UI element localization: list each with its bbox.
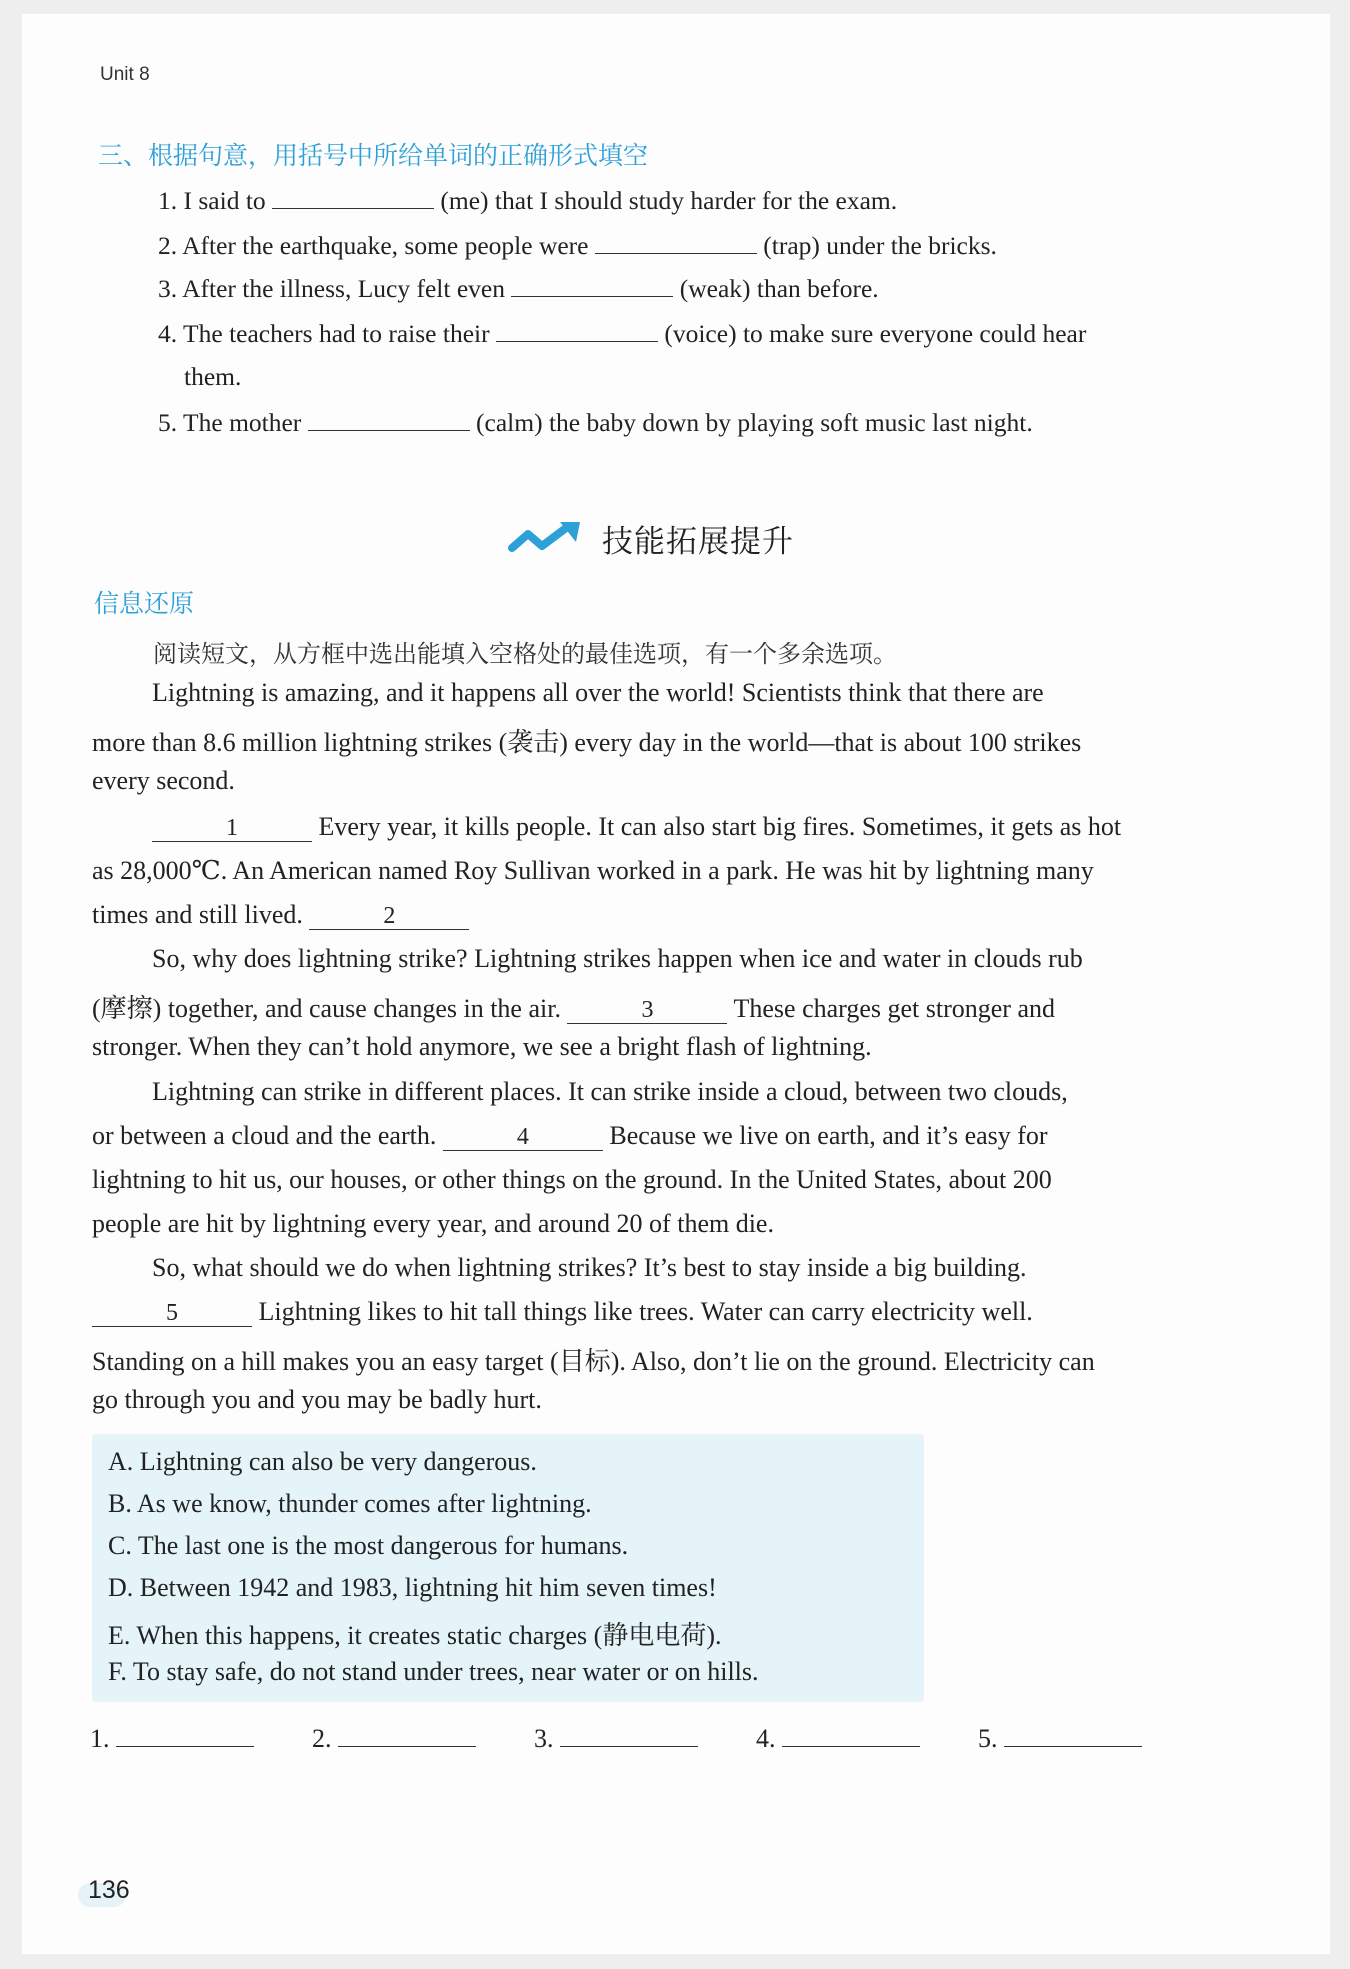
passage-line: as 28,000℃. An American named Roy Sullivan worked in a park. He was hit by lightning many <box>92 856 1094 885</box>
answer-slot-5 <box>978 1724 1142 1754</box>
answer-blank[interactable] <box>308 408 470 431</box>
page-number: 136 <box>88 1876 130 1904</box>
option-a: A. Lightning can also be very dangerous. <box>108 1447 537 1476</box>
answer-blank[interactable] <box>782 1724 920 1747</box>
instruction-text: 阅读短文，从方框中选出能填入空格处的最佳选项，有一个多余选项。 <box>153 640 897 668</box>
passage-text: These charges get stronger and <box>733 994 1055 1023</box>
passage-text: Because we live on earth, and it’s easy for <box>609 1121 1048 1150</box>
passage-line: stronger. When they can’t hold anymore, we see a bright flash of lightning. <box>92 1032 872 1061</box>
answer-blank[interactable] <box>1004 1724 1142 1747</box>
item-number: 3. <box>158 274 178 303</box>
passage-line: So, why does lightning strike? Lightning strikes happen when ice and water in clouds rub <box>152 944 1083 973</box>
passage-line: people are hit by lightning every year, and around 20 of them die. <box>92 1209 774 1238</box>
exercise-item-1 <box>158 186 897 216</box>
item-text: After the illness, Lucy felt even <box>182 274 505 303</box>
passage-line: So, what should we do when lightning strikes? It’s best to stay inside a big building. <box>152 1253 1027 1282</box>
item-text: The teachers had to raise their <box>183 319 490 348</box>
passage-line <box>152 812 1121 842</box>
section-title: 三、根据句意，用括号中所给单词的正确形式填空 <box>98 141 649 170</box>
skills-heading-text: 技能拓展提升 <box>602 524 794 560</box>
option-d: D. Between 1942 and 1983, lightning hit him seven times! <box>108 1573 717 1602</box>
passage-line: Lightning is amazing, and it happens all over the world! Scientists think that there are <box>152 678 1044 707</box>
option-e: E. When this happens, it creates static charges (静电电荷). <box>108 1621 722 1650</box>
exercise-item-5 <box>158 408 1033 438</box>
passage-line: Lightning can strike in different places. It can strike inside a cloud, between two clouds, <box>152 1077 1068 1106</box>
skills-heading <box>508 516 794 561</box>
answer-number: 5. <box>978 1724 998 1753</box>
passage-line: more than 8.6 million lightning strikes (袭击) every day in the world—that is about 100 strikes <box>92 728 1082 757</box>
item-hint: (voice) to make sure everyone could hear <box>664 319 1087 348</box>
item-text: I said to <box>183 186 266 215</box>
answer-blank[interactable] <box>511 274 673 297</box>
item-hint: (weak) than before. <box>679 274 879 303</box>
passage-blank-4[interactable]: 4 <box>443 1124 603 1151</box>
passage-blank-1[interactable]: 1 <box>152 815 312 842</box>
unit-label: Unit 8 <box>100 64 150 85</box>
answer-blank[interactable] <box>496 319 658 342</box>
passage-line <box>92 988 1055 1025</box>
answer-number: 1. <box>90 1724 110 1753</box>
item-hint: (calm) the baby down by playing soft music last night. <box>476 408 1033 437</box>
answer-blank[interactable] <box>560 1724 698 1747</box>
passage-text: times and still lived. <box>92 900 303 929</box>
answer-slot-3 <box>534 1724 698 1754</box>
item-text: After the earthquake, some people were <box>182 231 589 260</box>
passage-blank-3[interactable]: 3 <box>567 997 727 1024</box>
passage-line: Standing on a hill makes you an easy target (目标). Also, don’t lie on the ground. Electricity can <box>92 1347 1095 1376</box>
passage-line: lightning to hit us, our houses, or other things on the ground. In the United States, about 200 <box>92 1165 1052 1194</box>
passage-blank-2[interactable]: 2 <box>309 903 469 930</box>
exercise-item-2 <box>158 231 997 261</box>
option-c: C. The last one is the most dangerous for humans. <box>108 1531 629 1560</box>
answer-slot-2 <box>312 1724 476 1754</box>
answer-blank[interactable] <box>595 231 757 254</box>
option-f: F. To stay safe, do not stand under trees, near water or on hills. <box>108 1657 759 1686</box>
exercise-item-4 <box>158 319 1086 349</box>
passage-line <box>92 1121 1048 1151</box>
answer-number: 3. <box>534 1724 554 1753</box>
exercise-item-4-continued: them. <box>184 362 242 391</box>
passage-text: or between a cloud and the earth. <box>92 1121 437 1150</box>
answer-number: 2. <box>312 1724 332 1753</box>
item-text: The mother <box>183 408 302 437</box>
item-number: 4. <box>158 319 178 348</box>
trend-arrow-icon <box>508 522 580 556</box>
answer-slot-4 <box>756 1724 920 1754</box>
passage-text: Every year, it kills people. It can also start big fires. Sometimes, it gets as hot <box>318 812 1122 841</box>
passage-line: every second. <box>92 766 235 795</box>
item-hint: (me) that I should study harder for the exam. <box>440 186 898 215</box>
item-hint: (trap) under the bricks. <box>763 231 997 260</box>
answer-slot-1 <box>90 1724 254 1754</box>
passage-text: Lightning likes to hit tall things like trees. Water can carry electricity well. <box>258 1297 1033 1326</box>
passage-blank-5[interactable]: 5 <box>92 1300 252 1327</box>
answer-blank[interactable] <box>272 186 434 209</box>
item-number: 1. <box>158 186 178 215</box>
passage-line <box>92 900 469 930</box>
passage-text: (摩擦) together, and cause changes in the air. <box>92 994 561 1023</box>
passage-line <box>92 1297 1033 1327</box>
option-b: B. As we know, thunder comes after lightning. <box>108 1489 592 1518</box>
subsection-title: 信息还原 <box>94 589 195 618</box>
answer-blank[interactable] <box>338 1724 476 1747</box>
item-number: 2. <box>158 231 178 260</box>
answer-number: 4. <box>756 1724 776 1753</box>
passage-line: go through you and you may be badly hurt. <box>92 1385 542 1414</box>
exercise-item-3 <box>158 274 879 304</box>
item-number: 5. <box>158 408 178 437</box>
answer-blank[interactable] <box>116 1724 254 1747</box>
